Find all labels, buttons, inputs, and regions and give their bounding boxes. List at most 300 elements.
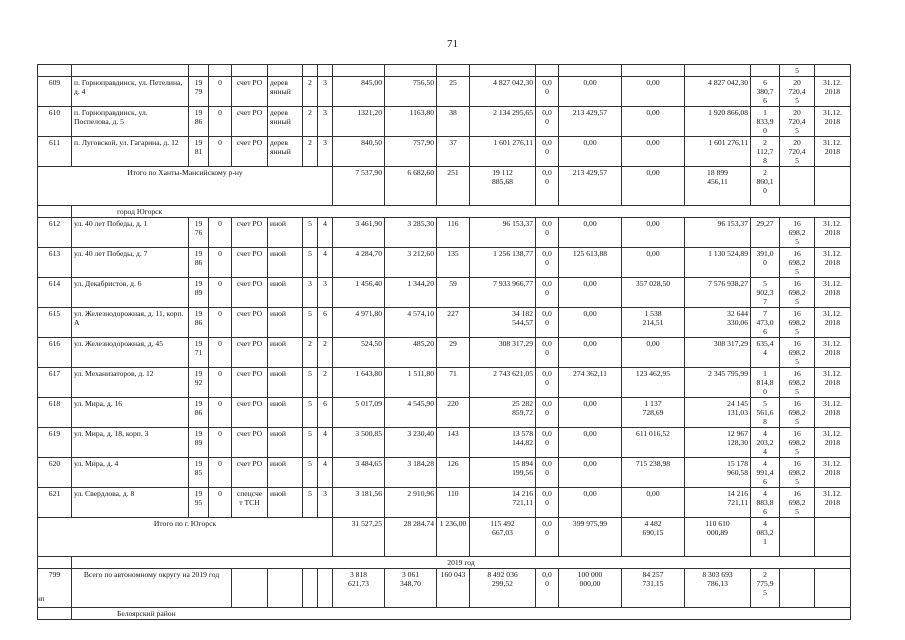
empty-cell	[437, 65, 470, 77]
cell-per_m2: 635,4 4	[751, 338, 780, 368]
subtotal-total: 19 112 885,68	[470, 167, 536, 206]
cell-no: 616	[38, 338, 72, 368]
empty-cell	[333, 65, 385, 77]
cell-address: ул. Мира, д. 16	[72, 398, 189, 428]
empty-cell	[622, 65, 685, 77]
house-row	[38, 77, 851, 107]
cell-area_res: 485,20	[385, 338, 437, 368]
section-beloyarsk-title: Белоярский район	[72, 608, 851, 620]
cell-c3: 0	[209, 488, 232, 518]
cell-address: ул. Железнодорожная, д. 45	[72, 338, 189, 368]
cell-entr: 3	[318, 278, 333, 308]
cell-reg: 0,00	[622, 338, 685, 368]
cell-no: 615	[38, 308, 72, 338]
cell-fund: спецсче т ТСН	[232, 488, 268, 518]
cell-address: ул. 40 лет Победы, д. 7	[72, 248, 189, 278]
cell-c3: 0	[209, 137, 232, 167]
empty-cell	[815, 569, 851, 608]
cell-fed: 0,00	[559, 488, 622, 518]
subtotal-people: 1 236,00	[437, 518, 470, 557]
cell-max: 16 698,2 5	[780, 308, 815, 338]
cell-no: 799	[38, 569, 72, 608]
cell-address: ул. Мира, д. 4	[72, 458, 189, 488]
cell-entr: 4	[318, 458, 333, 488]
cell-owners: 12 967 128,30	[685, 428, 751, 458]
cell-area_res: 1 344,20	[385, 278, 437, 308]
cell-date: 31.12. 2018	[815, 458, 851, 488]
cell-fund: счет РО	[232, 77, 268, 107]
cell-area_res: 3 285,30	[385, 218, 437, 248]
section-yugorsk	[38, 206, 851, 218]
cell-max: 20 720,4 5	[780, 137, 815, 167]
cell-total: 25 282 859,72	[470, 398, 536, 428]
cell-fund: счет РО	[232, 218, 268, 248]
cell-area_res: 757,90	[385, 137, 437, 167]
cell-area_res: 3 212,60	[385, 248, 437, 278]
section-yugorsk-title: город Югорск	[72, 206, 851, 218]
cell-date: 31.12. 2018	[815, 77, 851, 107]
cell-address: ул. Механизаторов, д. 12	[72, 368, 189, 398]
house-row	[38, 338, 851, 368]
cell-people: 25	[437, 77, 470, 107]
cell-year: 19 86	[189, 248, 209, 278]
cell-fund: счет РО	[232, 107, 268, 137]
cell-owners: 4 827 042,30	[685, 77, 751, 107]
cell-floors: 5	[303, 218, 318, 248]
cell-c13: 0,0 0	[536, 488, 559, 518]
cell-year: 19 89	[189, 428, 209, 458]
cell-per_m2: 1 814,8 0	[751, 368, 780, 398]
grand-total-area_res: 3 061 348,70	[385, 569, 437, 608]
empty-cell	[470, 65, 536, 77]
cell-total: 2 743 621,05	[470, 368, 536, 398]
cell-c3: 0	[209, 77, 232, 107]
cell-date: 31.12. 2018	[815, 398, 851, 428]
cell-floors: 2	[303, 137, 318, 167]
cell-area: 840,50	[333, 137, 385, 167]
cell-c13: 0,0 0	[536, 398, 559, 428]
cell-c13: 0,0 0	[536, 218, 559, 248]
cell-total: 4 827 042,30	[470, 77, 536, 107]
cell-no: 613	[38, 248, 72, 278]
subtotal-reg: 0,00	[622, 167, 685, 206]
empty-cell	[751, 65, 780, 77]
subtotal-row	[38, 518, 851, 557]
cell-reg: 0,00	[622, 248, 685, 278]
cell-max: 16 698,2 5	[780, 458, 815, 488]
cell-address: ул. Свердлова, д. 8	[72, 488, 189, 518]
cell-no: 610	[38, 107, 72, 137]
empty-cell	[303, 569, 318, 608]
subtotal-people: 251	[437, 167, 470, 206]
cell-year: 19 86	[189, 398, 209, 428]
cell-no: 620	[38, 458, 72, 488]
carry-over-cell: 5	[780, 65, 815, 77]
empty-cell	[815, 518, 851, 557]
grand-total-row	[38, 569, 851, 608]
cell-date: 31.12. 2018	[815, 218, 851, 248]
cell-people: 59	[437, 278, 470, 308]
cell-reg: 0,00	[622, 107, 685, 137]
cell-area_res: 1 511,80	[385, 368, 437, 398]
cell-area: 3 181,56	[333, 488, 385, 518]
empty-cell	[38, 557, 72, 569]
cell-area: 1 456,40	[333, 278, 385, 308]
cell-fed: 0,00	[559, 77, 622, 107]
cell-area: 845,00	[333, 77, 385, 107]
cell-area_res: 4 545,90	[385, 398, 437, 428]
cell-entr: 6	[318, 398, 333, 428]
grand-total-label: Всего по автономному округу на 2019 год	[72, 569, 232, 608]
cell-c3: 0	[209, 218, 232, 248]
cell-floors: 2	[303, 107, 318, 137]
cell-c13: 0,0 0	[536, 137, 559, 167]
subtotal-label: Итого по Ханты-Мансийскому р-ну	[38, 167, 333, 206]
cell-per_m2: 6 380,7 6	[751, 77, 780, 107]
cell-floors: 5	[303, 248, 318, 278]
subtotal-owners: 18 899 456,11	[685, 167, 751, 206]
cell-c3: 0	[209, 458, 232, 488]
empty-cell	[318, 569, 333, 608]
cell-per_m2: 7 473,0 6	[751, 308, 780, 338]
subtotal-per_m2: 4 083,2 1	[751, 518, 780, 557]
empty-cell	[559, 65, 622, 77]
empty-cell	[780, 569, 815, 608]
cell-reg: 1 137 728,69	[622, 398, 685, 428]
cell-total: 15 894 199,56	[470, 458, 536, 488]
cell-max: 16 698,2 5	[780, 338, 815, 368]
cell-per_m2: 4 203,2 4	[751, 428, 780, 458]
grand-total-owners: 8 303 693 786,13	[685, 569, 751, 608]
cell-date: 31.12. 2018	[815, 248, 851, 278]
cell-owners: 24 145 131,03	[685, 398, 751, 428]
cell-floors: 3	[303, 278, 318, 308]
cell-wall: иной	[268, 398, 303, 428]
cell-max: 16 698,2 5	[780, 428, 815, 458]
subtotal-owners: 110 610 000,89	[685, 518, 751, 557]
cell-no: 618	[38, 398, 72, 428]
empty-cell	[38, 65, 72, 77]
grand-total-fed: 100 000 000,00	[559, 569, 622, 608]
cell-c13: 0,0 0	[536, 248, 559, 278]
cell-per_m2: 1 833,9 0	[751, 107, 780, 137]
cell-c3: 0	[209, 107, 232, 137]
cell-date: 31.12. 2018	[815, 428, 851, 458]
subtotal-area_res: 6 682,60	[385, 167, 437, 206]
empty-cell	[232, 569, 268, 608]
cell-fed: 0,00	[559, 398, 622, 428]
subtotal-c13: 0,0 0	[536, 518, 559, 557]
cell-owners: 15 178 960,58	[685, 458, 751, 488]
house-row	[38, 278, 851, 308]
cell-area_res: 756,50	[385, 77, 437, 107]
cell-entr: 4	[318, 248, 333, 278]
cell-fed: 213 429,57	[559, 107, 622, 137]
empty-cell	[815, 167, 851, 206]
cell-total: 7 933 966,77	[470, 278, 536, 308]
footer-mark: нп	[37, 595, 45, 603]
cell-fed: 0,00	[559, 218, 622, 248]
cell-fed: 125 613,88	[559, 248, 622, 278]
cell-entr: 2	[318, 338, 333, 368]
cell-max: 16 698,2 5	[780, 488, 815, 518]
section-beloyarsk	[38, 608, 851, 620]
cell-reg: 715 238,98	[622, 458, 685, 488]
cell-per_m2: 29,27	[751, 218, 780, 248]
grand-total-reg: 84 257 731,15	[622, 569, 685, 608]
empty-cell	[209, 65, 232, 77]
cell-wall: иной	[268, 308, 303, 338]
cell-area: 3 500,85	[333, 428, 385, 458]
cell-entr: 4	[318, 218, 333, 248]
cell-address: п. Луговской, ул. Гагарина, д. 12	[72, 137, 189, 167]
cell-address: п. Горноправдинск, ул. Петелина, д. 4	[72, 77, 189, 107]
cell-floors: 5	[303, 368, 318, 398]
cell-people: 227	[437, 308, 470, 338]
cell-entr: 2	[318, 368, 333, 398]
empty-cell	[780, 518, 815, 557]
cell-max: 16 698,2 5	[780, 398, 815, 428]
cell-c3: 0	[209, 278, 232, 308]
cell-area_res: 3 230,40	[385, 428, 437, 458]
cell-reg: 0,00	[622, 137, 685, 167]
empty-cell	[189, 65, 209, 77]
cell-floors: 5	[303, 308, 318, 338]
subtotal-area_res: 28 284,74	[385, 518, 437, 557]
cell-date: 31.12. 2018	[815, 368, 851, 398]
cell-wall: дерев янный	[268, 137, 303, 167]
cell-address: ул. Мира, д. 18, корп. 3	[72, 428, 189, 458]
cell-year: 19 85	[189, 458, 209, 488]
cell-fed: 274 362,11	[559, 368, 622, 398]
cell-wall: иной	[268, 218, 303, 248]
house-row	[38, 488, 851, 518]
cell-floors: 5	[303, 458, 318, 488]
cell-owners: 32 644 330,06	[685, 308, 751, 338]
page-number: 71	[447, 38, 458, 50]
grand-total-area: 3 818 621,73	[333, 569, 385, 608]
cell-date: 31.12. 2018	[815, 488, 851, 518]
cell-no: 612	[38, 218, 72, 248]
empty-cell	[685, 65, 751, 77]
cell-people: 71	[437, 368, 470, 398]
cell-total: 14 216 721,11	[470, 488, 536, 518]
empty-cell	[72, 65, 189, 77]
cell-wall: иной	[268, 248, 303, 278]
cell-date: 31.12. 2018	[815, 338, 851, 368]
cell-floors: 5	[303, 488, 318, 518]
cell-c3: 0	[209, 338, 232, 368]
cell-c13: 0,0 0	[536, 308, 559, 338]
cell-fund: счет РО	[232, 458, 268, 488]
cell-owners: 308 317,29	[685, 338, 751, 368]
cell-max: 16 698,2 5	[780, 248, 815, 278]
cell-people: 135	[437, 248, 470, 278]
cell-per_m2: 391,0 0	[751, 248, 780, 278]
subtotal-fed: 399 975,99	[559, 518, 622, 557]
grand-total-total: 8 492 036 299,52	[470, 569, 536, 608]
empty-cell	[385, 65, 437, 77]
cell-people: 220	[437, 398, 470, 428]
house-row	[38, 398, 851, 428]
cell-year: 19 81	[189, 137, 209, 167]
year-header-title: 2019 год	[72, 557, 851, 569]
cell-wall: иной	[268, 338, 303, 368]
cell-people: 29	[437, 338, 470, 368]
cell-fund: счет РО	[232, 428, 268, 458]
subtotal-reg: 4 482 690,15	[622, 518, 685, 557]
cell-floors: 2	[303, 338, 318, 368]
cell-area: 524,50	[333, 338, 385, 368]
cell-owners: 1 601 276,11	[685, 137, 751, 167]
carry-over-row	[38, 65, 851, 77]
cell-c3: 0	[209, 308, 232, 338]
cell-entr: 6	[318, 308, 333, 338]
cell-wall: иной	[268, 488, 303, 518]
empty-cell	[268, 65, 303, 77]
cell-area_res: 3 184,28	[385, 458, 437, 488]
cell-fund: счет РО	[232, 368, 268, 398]
cell-address: ул. Декабристов, д. 6	[72, 278, 189, 308]
empty-cell	[303, 65, 318, 77]
cell-people: 38	[437, 107, 470, 137]
cell-wall: иной	[268, 428, 303, 458]
cell-area: 3 484,65	[333, 458, 385, 488]
cell-address: ул. 40 лет Победы, д. 1	[72, 218, 189, 248]
cell-people: 126	[437, 458, 470, 488]
cell-c13: 0,0 0	[536, 458, 559, 488]
subtotal-row	[38, 167, 851, 206]
subtotal-c13: 0,0 0	[536, 167, 559, 206]
cell-year: 19 95	[189, 488, 209, 518]
cell-year: 19 76	[189, 218, 209, 248]
cell-area: 1321,20	[333, 107, 385, 137]
cell-year: 19 86	[189, 107, 209, 137]
grand-total-per_m2: 2 775,9 5	[751, 569, 780, 608]
cell-c13: 0,0 0	[536, 77, 559, 107]
cell-no: 609	[38, 77, 72, 107]
subtotal-per_m2: 2 860,1 0	[751, 167, 780, 206]
cell-date: 31.12. 2018	[815, 278, 851, 308]
empty-cell	[268, 569, 303, 608]
cell-floors: 2	[303, 77, 318, 107]
cell-total: 1 256 138,77	[470, 248, 536, 278]
cell-c13: 0,0 0	[536, 368, 559, 398]
cell-address: п. Горноправдинск, ул. Поспелова, д. 5	[72, 107, 189, 137]
cell-no: 614	[38, 278, 72, 308]
house-row	[38, 137, 851, 167]
cell-area: 1 643,80	[333, 368, 385, 398]
cell-owners: 2 345 795,99	[685, 368, 751, 398]
cell-per_m2: 4 883,8 6	[751, 488, 780, 518]
cell-per_m2: 2 112,7 8	[751, 137, 780, 167]
cell-year: 19 92	[189, 368, 209, 398]
cell-owners: 96 153,37	[685, 218, 751, 248]
cell-fed: 0,00	[559, 137, 622, 167]
cell-reg: 123 462,95	[622, 368, 685, 398]
cell-total: 1 601 276,11	[470, 137, 536, 167]
cell-people: 110	[437, 488, 470, 518]
cell-owners: 1 130 524,89	[685, 248, 751, 278]
subtotal-fed: 213 429,57	[559, 167, 622, 206]
cell-c13: 0,0 0	[536, 107, 559, 137]
cell-entr: 3	[318, 107, 333, 137]
cell-wall: дерев янный	[268, 107, 303, 137]
cell-fed: 0,00	[559, 278, 622, 308]
cell-wall: иной	[268, 368, 303, 398]
empty-cell	[815, 65, 851, 77]
house-row	[38, 368, 851, 398]
cell-fund: счет РО	[232, 308, 268, 338]
cell-area: 5 017,09	[333, 398, 385, 428]
cell-total: 96 153,37	[470, 218, 536, 248]
cell-max: 16 698,2 5	[780, 218, 815, 248]
cell-per_m2: 5 561,6 8	[751, 398, 780, 428]
cell-no: 617	[38, 368, 72, 398]
cell-area_res: 2 910,96	[385, 488, 437, 518]
cell-c3: 0	[209, 368, 232, 398]
house-row	[38, 218, 851, 248]
cell-max: 16 698,2 5	[780, 368, 815, 398]
cell-max: 20 720,4 5	[780, 107, 815, 137]
empty-cell	[38, 608, 72, 620]
house-row	[38, 428, 851, 458]
cell-fund: счет РО	[232, 398, 268, 428]
cell-fund: счет РО	[232, 137, 268, 167]
cell-c3: 0	[209, 428, 232, 458]
house-row	[38, 107, 851, 137]
cell-year: 19 71	[189, 338, 209, 368]
cell-entr: 4	[318, 428, 333, 458]
cell-fed: 0,00	[559, 428, 622, 458]
cell-c3: 0	[209, 248, 232, 278]
cell-fed: 0,00	[559, 458, 622, 488]
cell-fund: счет РО	[232, 338, 268, 368]
cell-year: 19 79	[189, 77, 209, 107]
cell-reg: 0,00	[622, 77, 685, 107]
house-row	[38, 248, 851, 278]
cell-max: 20 720,4 5	[780, 77, 815, 107]
cell-owners: 7 576 938,27	[685, 278, 751, 308]
cell-year: 19 89	[189, 278, 209, 308]
empty-cell	[536, 65, 559, 77]
cell-reg: 357 028,50	[622, 278, 685, 308]
cell-c13: 0,0 0	[536, 428, 559, 458]
cell-total: 34 182 544,57	[470, 308, 536, 338]
cell-area: 3 461,90	[333, 218, 385, 248]
cell-date: 31.12. 2018	[815, 137, 851, 167]
cell-c13: 0,0 0	[536, 338, 559, 368]
register-table	[37, 64, 851, 620]
cell-c3: 0	[209, 398, 232, 428]
cell-area: 4 284,70	[333, 248, 385, 278]
cell-people: 37	[437, 137, 470, 167]
cell-total: 308 317,29	[470, 338, 536, 368]
cell-total: 2 134 295,65	[470, 107, 536, 137]
cell-owners: 1 920 866,08	[685, 107, 751, 137]
cell-address: ул. Железнодорожная, д. 11, корп. А	[72, 308, 189, 338]
cell-fed: 0,00	[559, 308, 622, 338]
cell-fund: счет РО	[232, 248, 268, 278]
subtotal-label: Итого по г. Югорск	[38, 518, 333, 557]
cell-entr: 3	[318, 488, 333, 518]
subtotal-area: 31 527,25	[333, 518, 385, 557]
cell-no: 611	[38, 137, 72, 167]
cell-c13: 0,0 0	[536, 278, 559, 308]
year-header	[38, 557, 851, 569]
cell-reg: 0,00	[622, 218, 685, 248]
cell-people: 116	[437, 218, 470, 248]
